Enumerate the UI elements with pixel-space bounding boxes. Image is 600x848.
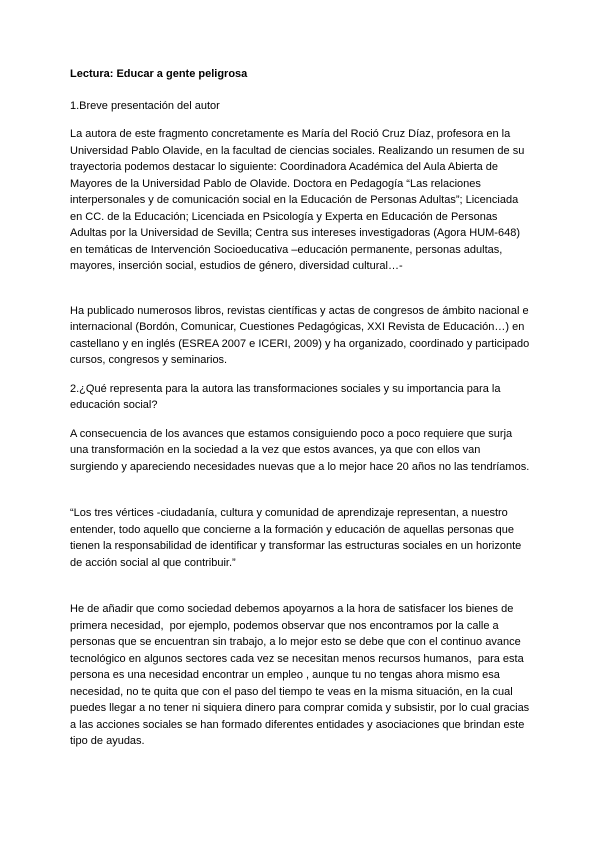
transformation-paragraph: A consecuencia de los avances que estamos consiguiendo poco a poco requiere que surja una transformación en la sociedad a la vez que estos avances, ya que con ellos van surgiendo y apareciendo necesidades nuevas que a lo mejor hace 20 años no las tendríamos. xyxy=(70,427,530,473)
document-title: Lectura: Educar a gente peligrosa xyxy=(70,68,248,80)
publications-paragraph: Ha publicado numerosos libros, revistas científicas y actas de congresos de ámbito nacional e internacional (Bordón, Comunicar, Cuestiones Pedagógicas, XXI Revista de Educación…) en castellano y en inglés (ESREA 2007 e ICERI, 2009) y ha organizado, coordinado y participado cursos, congresos y seminarios. xyxy=(70,304,533,366)
section-2-question: 2.¿Qué representa para la autora las transformaciones sociales y su importancia para la educación social? xyxy=(70,382,504,411)
closing-paragraph: He de añadir que como sociedad debemos apoyarnos a la hora de satisfacer los bienes de primera necesidad, por ejemplo, podemos observar que nos encontramos por la calle a personas que se encuentran sin trabajo, a lo mejor esto se debe que con el continuo avance tecnológico en algunos sectores cada vez se necesitan menos recursos humanos, para esta persona es una necesidad encontrar un empleo , aunque tu no tengas ahora mismo esa necesidad, no te quita que con el paso del tiempo te veas en la misma situación, en la cual puedes llegar a no tener ni siquiera dinero para comprar comida y subsistir, por lo cual gracias a las acciones sociales se han formado diferentes entidades y asociaciones que brindan este tipo de ayudas. xyxy=(70,603,533,747)
section-1-heading: 1.Breve presentación del autor xyxy=(70,99,220,112)
author-paragraph: La autora de este fragmento concretamente es María del Roció Cruz Díaz, profesora en la Universidad Pablo Olavide, en la facultad de ciencias sociales. Realizando un resumen de su trayectoria podemos destacar lo siguiente: Coordinadora Académica del Aula Abierta de Mayores de la Universidad Pablo de Olavide. Doctora en Pedagogía “Las relaciones interpersonales y de comunicación social en la Educación de Personas Adultas”; Licenciada en CC. de la Educación; Licenciada en Psicología y Experta en Educación de Personas Adultas por la Universidad de Sevilla; Centra sus intereses investigadoras (Agora HUM-648) en temáticas de Intervención Socioeducativa –educación permanente, personas adultas, mayores, inserción social, estudios de género, diversidad cultural…- xyxy=(70,128,528,272)
quote-paragraph: “Los tres vértices -ciudadanía, cultura y comunidad de aprendizaje representan, a nuestro entender, todo aquello que concierne a la formación y educación de aquellas personas que tienen la responsabilidad de identificar y transformar las estructuras sociales en un horizonte de acción social al que contribuir.” xyxy=(70,507,525,569)
